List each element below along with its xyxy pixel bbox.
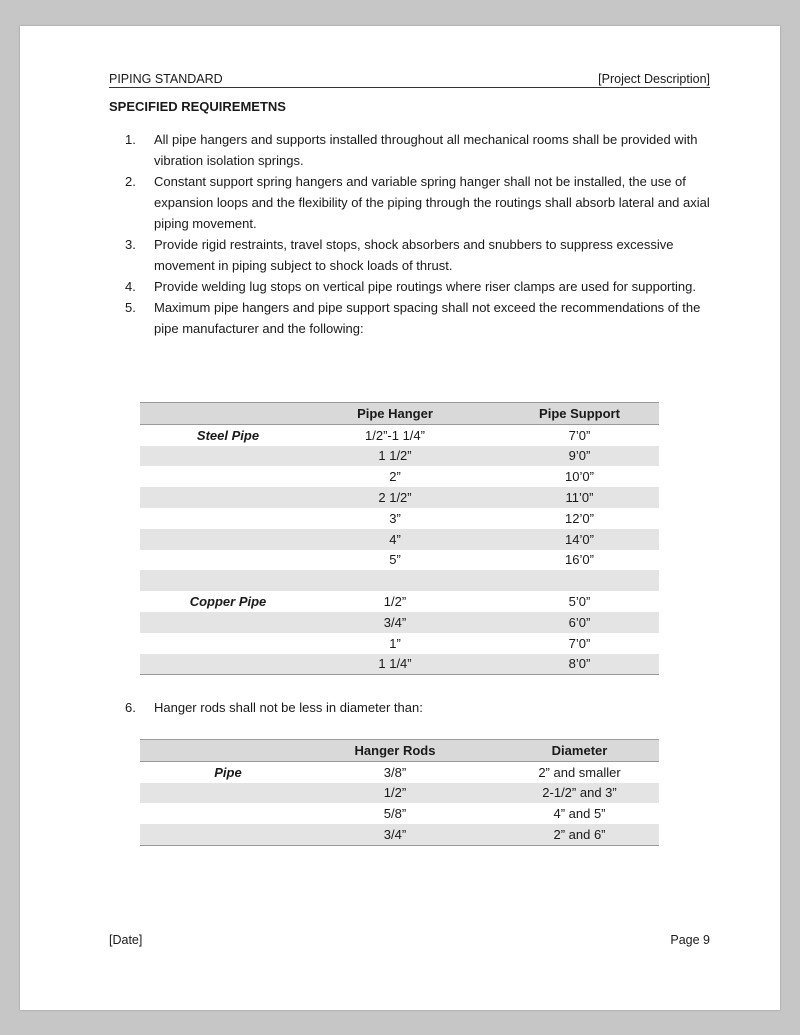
table-row [140, 529, 659, 550]
list-text: All pipe hangers and supports installed throughout all mechanical rooms shall be provided with vibration isolation springs. [154, 132, 698, 168]
pipe-group-label [140, 570, 290, 591]
footer-date: [Date] [109, 933, 143, 947]
pipe-group-label: Copper Pipe [189, 594, 267, 610]
pipe-group-label: Steel Pipe [196, 427, 260, 443]
pipe-group-label [140, 487, 290, 508]
table-row [140, 466, 659, 487]
table-cell: 5/8” [383, 806, 407, 822]
document-page [20, 26, 780, 1010]
table-cell: 9’0” [500, 446, 659, 467]
table-cell: 1/2” [383, 594, 407, 610]
footer-page-number: Page 9 [670, 933, 710, 947]
table-row [140, 550, 659, 571]
table-header-cell: Hanger Rods [290, 740, 500, 762]
table-header-row [140, 740, 659, 762]
table-row [140, 487, 659, 508]
pipe-group-label [140, 529, 290, 550]
header-title: PIPING STANDARD [109, 72, 223, 86]
table-cell: 3/8” [383, 764, 407, 780]
table-cell: 2” [389, 469, 401, 485]
table-row [140, 508, 659, 529]
table-cell: 4” [290, 529, 500, 550]
pipe-group-label [140, 508, 290, 529]
table-header-cell: Diameter [500, 740, 659, 762]
table-cell: 1/2” [290, 783, 500, 804]
list-text: Hanger rods shall not be less in diameter than: [154, 700, 423, 715]
list-item [125, 697, 710, 718]
table-row [140, 591, 659, 612]
table-cell: 1” [389, 635, 401, 651]
table-row [140, 654, 659, 675]
table-cell: 2” and smaller [538, 764, 621, 780]
table-cell [290, 570, 500, 591]
table-cell: 5’0” [568, 594, 591, 610]
pipe-group-label [140, 550, 290, 571]
hanger-rod-table [140, 739, 659, 846]
table-cell: 8’0” [500, 654, 659, 675]
table-cell: 4” and 5” [553, 806, 606, 822]
table-cell: 12’0” [565, 510, 594, 526]
table-cell: 2” and 6” [500, 824, 659, 845]
pipe-group-label [140, 633, 290, 654]
table-cell: 7’0” [568, 427, 591, 443]
table-cell: 6’0” [500, 612, 659, 633]
table-cell: 3/4” [290, 824, 500, 845]
table-cell: 10’0” [565, 469, 594, 485]
pipe-group-label [140, 466, 290, 487]
list-item [125, 234, 710, 276]
header-project-description: [Project Description] [598, 72, 710, 86]
table-row [140, 824, 659, 845]
section-title: SPECIFIED REQUIREMETNS [109, 99, 286, 114]
table-cell: 16’0” [565, 552, 594, 568]
list-item [125, 129, 710, 171]
pipe-spacing-table [140, 402, 659, 675]
table-header-cell: Pipe Support [500, 403, 659, 425]
table-cell: 2-1/2” and 3” [500, 783, 659, 804]
table-cell [500, 570, 659, 591]
table-cell: 11’0” [500, 487, 659, 508]
table-cell: 2 1/2” [290, 487, 500, 508]
table-header-cell [140, 403, 290, 425]
table-row [140, 570, 659, 591]
pipe-group-label [140, 446, 290, 467]
list-item [125, 171, 710, 234]
table-cell: 14’0” [500, 529, 659, 550]
page-header [109, 70, 710, 88]
list-text: Constant support spring hangers and variable spring hanger shall not be installed, the use of expansion loops and the flexibility of the piping through the routings shall absorb lateral and axial piping movement. [154, 174, 710, 231]
table-cell: 7’0” [568, 635, 591, 651]
list-text: Provide welding lug stops on vertical pipe routings where riser clamps are used for supporting. [154, 279, 696, 294]
list-text: Provide rigid restraints, travel stops, shock absorbers and snubbers to suppress excessive movement in piping subject to shock loads of thrust. [154, 237, 674, 273]
pipe-group-label: Pipe [214, 764, 242, 780]
table-cell: 1 1/2” [290, 446, 500, 467]
list-item [125, 297, 710, 339]
list-number: 2. [125, 174, 136, 189]
table-header-cell: Pipe Hanger [290, 403, 500, 425]
list-number: 6. [125, 700, 136, 715]
table-row [140, 783, 659, 804]
table-row [140, 446, 659, 467]
list-text: Maximum pipe hangers and pipe support spacing shall not exceed the recommendations of the pipe manufacturer and the following: [154, 300, 701, 336]
table-cell: 3/4” [290, 612, 500, 633]
table-cell: 3” [389, 510, 401, 526]
table-header-cell [140, 740, 290, 762]
table-row [140, 803, 659, 824]
table-row [140, 612, 659, 633]
list-number: 1. [125, 132, 136, 147]
table-row [140, 761, 659, 782]
table-cell: 1 1/4” [290, 654, 500, 675]
pipe-group-label [140, 612, 290, 633]
table-cell: 1/2”-1 1/4” [365, 427, 425, 443]
pipe-group-label [140, 803, 290, 824]
list-item [125, 276, 710, 297]
pipe-group-label [140, 824, 290, 845]
list-number: 5. [125, 300, 136, 315]
table-row [140, 633, 659, 654]
list-number: 4. [125, 279, 136, 294]
requirements-list [125, 129, 710, 339]
table-cell: 5” [389, 552, 401, 568]
requirements-list-continued [125, 697, 710, 718]
list-number: 3. [125, 237, 136, 252]
pipe-group-label [140, 783, 290, 804]
table-header-row [140, 403, 659, 425]
table-row [140, 424, 659, 445]
pipe-group-label [140, 654, 290, 675]
